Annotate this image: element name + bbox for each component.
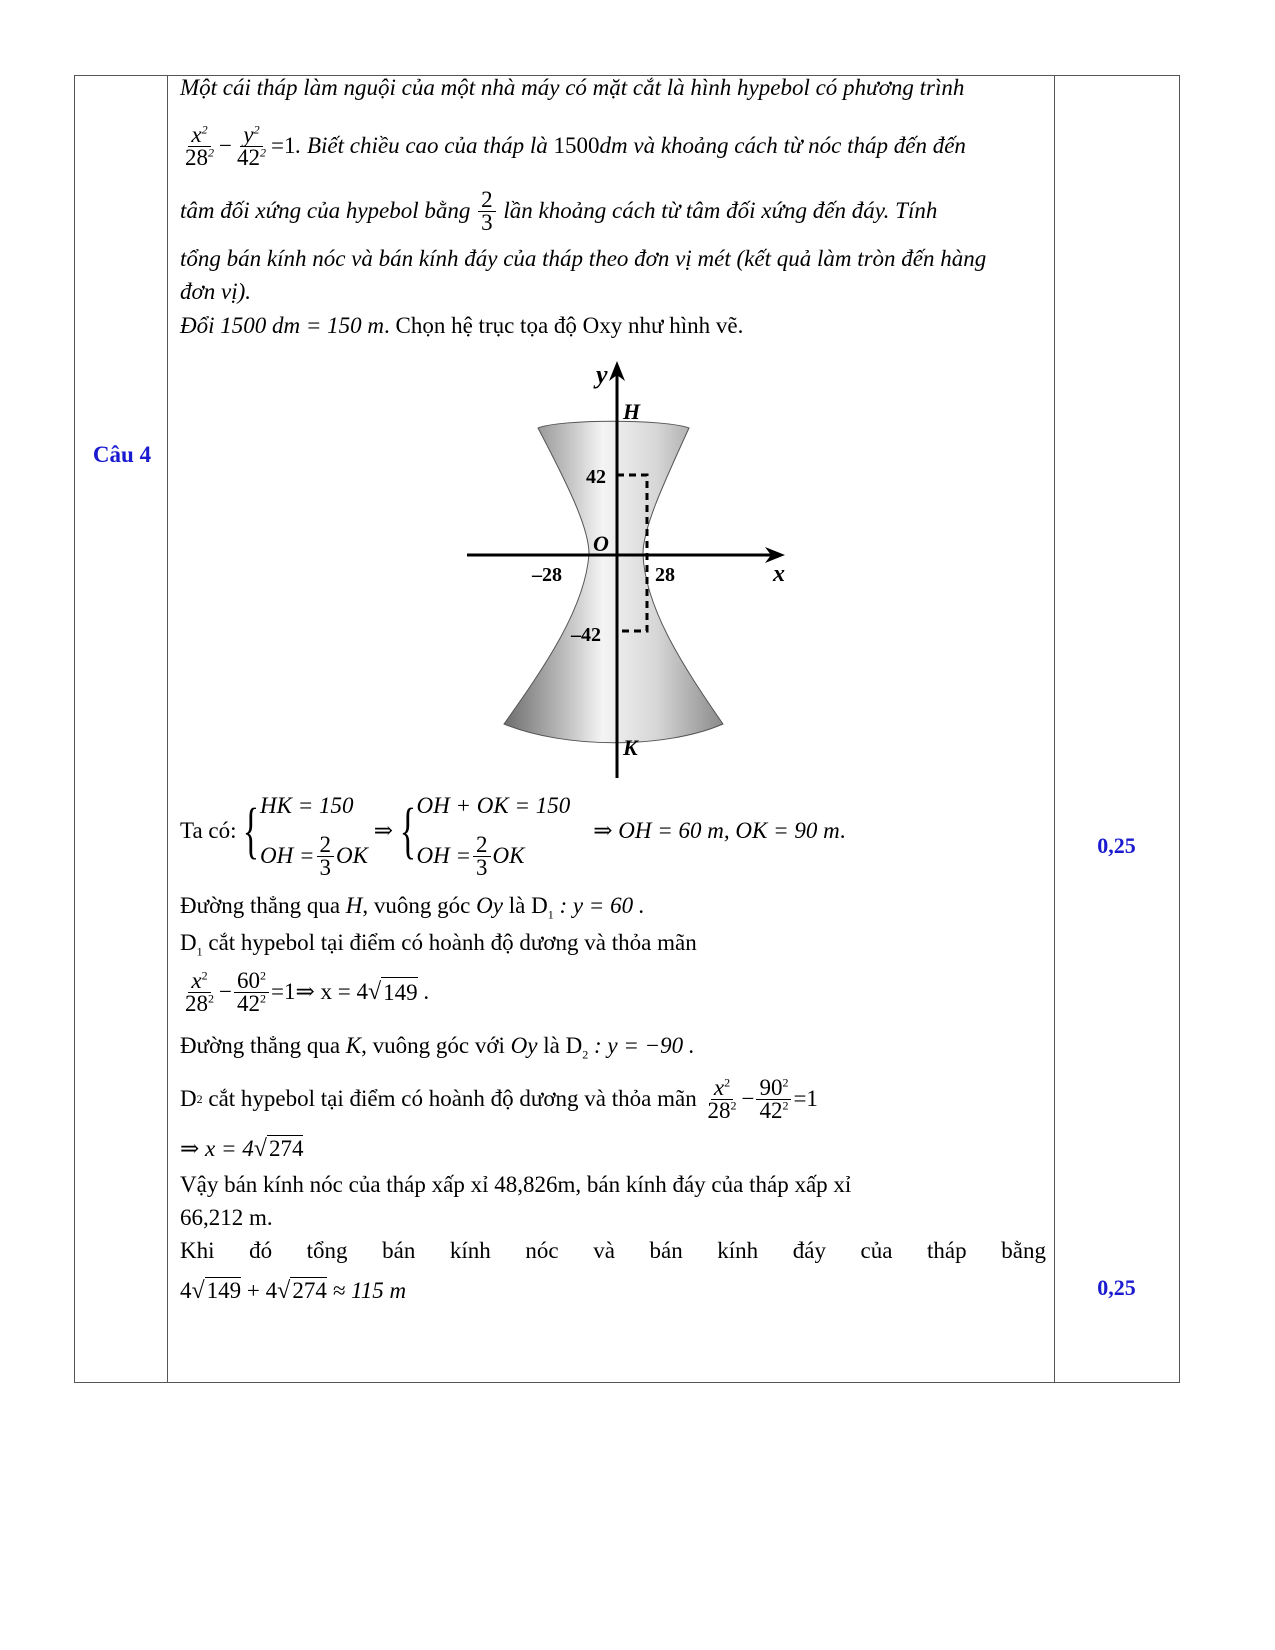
system-2: OH + OK = 150 OH = $\frac{2}{3}$ OK — [416, 793, 571, 880]
equation-fraction-x: $\frac{x^2}{28^2}$ — [185, 121, 214, 170]
column-divider — [167, 76, 168, 1382]
k-label: K — [623, 735, 638, 760]
conclusion-line-1: Vậy bán kính nóc của tháp xấp xỉ 48,826m, bán kính đáy của tháp xấp xỉ — [180, 1172, 852, 1197]
o-label: O — [593, 531, 609, 556]
h-label: H — [623, 399, 641, 424]
line-d1: Đường thẳng qua H, vuông góc Oy là $D_1$ : y = 60 . — [180, 893, 645, 922]
final-line-2: 4√149 + 4√274 ≈ 115 m — [180, 1278, 407, 1304]
problem-line-4: tổng bán kính nóc và bán kính đáy của tháp theo đơn vị mét (kết quả làm tròn đến hàng — [180, 246, 987, 271]
tick-42: 42 — [586, 466, 606, 488]
tick-28: 28 — [655, 564, 675, 586]
column-divider — [1054, 76, 1055, 1382]
question-label: Câu 4 — [92, 442, 152, 467]
y-label: y — [596, 360, 608, 389]
equation-fraction-y: $\frac{y^2}{42^2}$ — [236, 121, 266, 170]
problem-line-1: Một cái tháp làm nguội của một nhà máy có mặt cắt là hình hypebol có phương trình — [180, 75, 965, 100]
problem-line-5: đơn vị). — [180, 279, 252, 304]
system-line: Ta có: { HK = 150 OH = $\frac{2}{3}$ OK ⇒ { OH + OK = 150 OH = $\frac{2}{3}$ OK ⇒ OH = 60 m, OK = 90 m . — [180, 786, 1046, 876]
ratio-fraction: $\frac{2}{3}$ — [478, 189, 496, 234]
tower-figure — [365, 289, 825, 760]
problem-line-2: $\frac{x^2}{28^2}$ − $\frac{y^2}{42^2}$ =1 . Biết chiều cao của tháp là 1500 dm và khoảng cách từ nóc tháp đến đến — [180, 116, 1046, 176]
problem-line-3: tâm đối xứng của hypebol bằng $\frac{2}{3}$ lần khoảng cách từ tâm đối xứng đến đáy. Tính — [180, 186, 938, 235]
d2-intersect: D 2 cắt hypebol tại điểm có hoành độ dương và thỏa mãn $\frac{x^2}{28^2}$ − $\frac{90^2}{42^2}$ =1 — [180, 1074, 818, 1123]
system-1: HK = 150 OH = $\frac{2}{3}$ OK — [260, 793, 368, 880]
tick-minus-42: –42 — [571, 624, 601, 646]
score-1: 0,25 — [1097, 833, 1136, 858]
convert-line: Đổi 1500 dm = 150 m. Chọn hệ trục tọa độ Oxy như hình vẽ. — [180, 313, 744, 338]
tick-minus-28: –28 — [532, 564, 562, 586]
final-line-1: Khi đó tổng bán kính nóc và bán kính đáy của tháp bằng — [180, 1238, 1046, 1263]
score-2: 0,25 — [1097, 1275, 1136, 1300]
conclusion-line-2: 66,212 m. — [180, 1205, 273, 1230]
d1-intersect: $D_1$ cắt hypebol tại điểm có hoành độ dương và thỏa mãn — [180, 930, 697, 959]
line-d2: Đường thẳng qua K, vuông góc với Oy là $D_2$ : y = −90 . — [180, 1033, 695, 1062]
d2-result: ⇒ x = 4√274 — [180, 1136, 304, 1162]
x-label: x — [773, 561, 785, 587]
d1-equation: $\frac{x^2}{28^2}$ − $\frac{60^2}{42^2}$ =1⇒ x = 4 √ 149 . — [185, 967, 430, 1016]
